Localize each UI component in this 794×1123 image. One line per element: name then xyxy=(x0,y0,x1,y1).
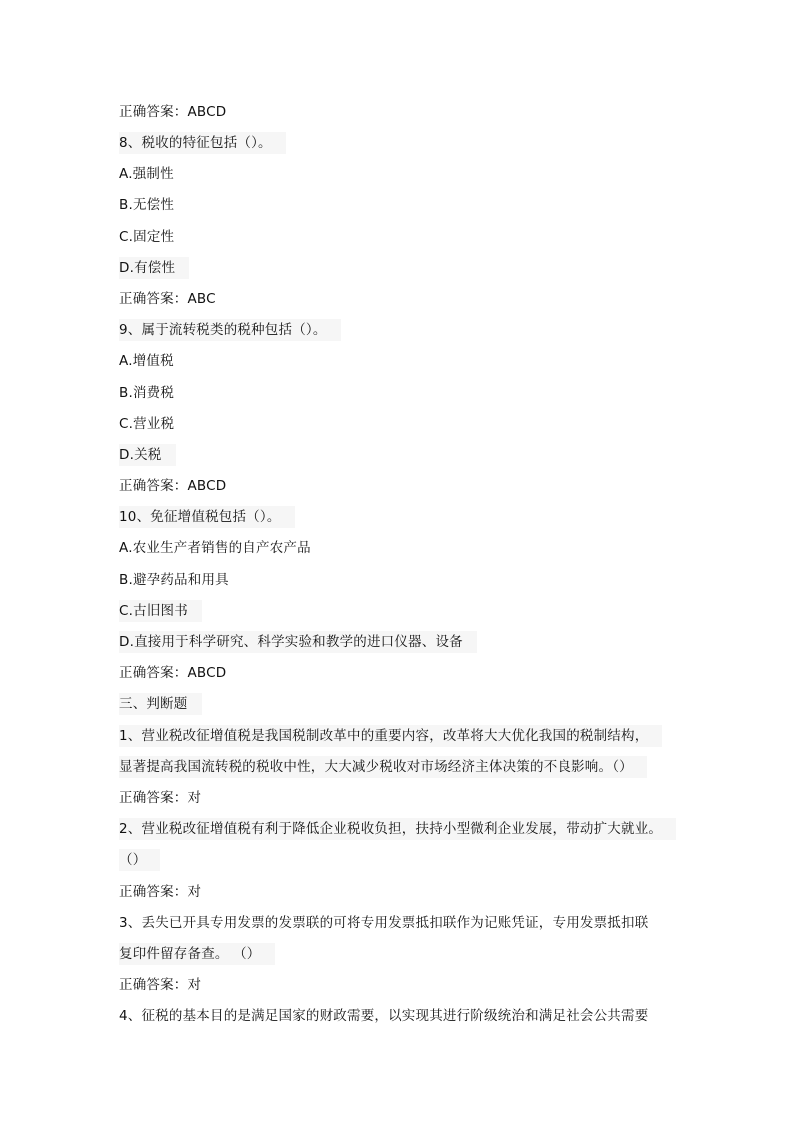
judgment-3-line-1: 3、丢失已开具专用发票的发票联的可将专用发票抵扣联作为记账凭证，专用发票抵扣联 xyxy=(119,915,649,931)
option-a: A.强制性 xyxy=(119,166,174,182)
option-b: B.避孕药品和用具 xyxy=(119,572,229,588)
answer-line: 正确答案：对 xyxy=(119,977,202,993)
answer-line: 正确答案：ABCD xyxy=(119,104,227,120)
section-heading: 三、判断题 xyxy=(119,693,202,715)
question-8: 8、税收的特征包括（）。 xyxy=(119,132,286,154)
judgment-2-line-2: （） xyxy=(119,849,160,871)
option-c: C.营业税 xyxy=(119,416,175,432)
option-a: A.农业生产者销售的自产农产品 xyxy=(119,540,311,556)
option-d: D.直接用于科学研究、科学实验和教学的进口仪器、设备 xyxy=(119,631,477,653)
answer-line: 正确答案：对 xyxy=(119,884,202,900)
answer-line: 正确答案：对 xyxy=(119,790,202,806)
option-c: C.古旧图书 xyxy=(119,600,202,622)
judgment-1-line-1: 1、营业税改征增值税是我国税制改革中的重要内容，改革将大大优化我国的税制结构， xyxy=(119,725,662,747)
answer-line: 正确答案：ABCD xyxy=(119,478,227,494)
option-b: B.无偿性 xyxy=(119,197,175,213)
judgment-2-line-1: 2、营业税改征增值税有利于降低企业税收负担，扶持小型微利企业发展，带动扩大就业。 xyxy=(119,818,676,840)
answer-line: 正确答案：ABC xyxy=(119,291,216,307)
option-c: C.固定性 xyxy=(119,229,175,245)
judgment-4-line-1: 4、征税的基本目的是满足国家的财政需要，以实现其进行阶级统治和满足社会公共需要 xyxy=(119,1008,649,1024)
question-10: 10、免征增值税包括（）。 xyxy=(119,506,295,528)
answer-line: 正确答案：ABCD xyxy=(119,665,227,681)
option-a: A.增值税 xyxy=(119,353,174,369)
option-b: B.消费税 xyxy=(119,385,175,401)
option-d: D.关税 xyxy=(119,444,176,466)
question-9: 9、属于流转税类的税种包括（）。 xyxy=(119,319,341,341)
judgment-1-line-2: 显著提高我国流转税的税收中性，大大减少税收对市场经济主体决策的不良影响。（） xyxy=(119,756,647,778)
option-d: D.有偿性 xyxy=(119,257,189,279)
judgment-3-line-2: 复印件留存备查。 （） xyxy=(119,943,275,965)
